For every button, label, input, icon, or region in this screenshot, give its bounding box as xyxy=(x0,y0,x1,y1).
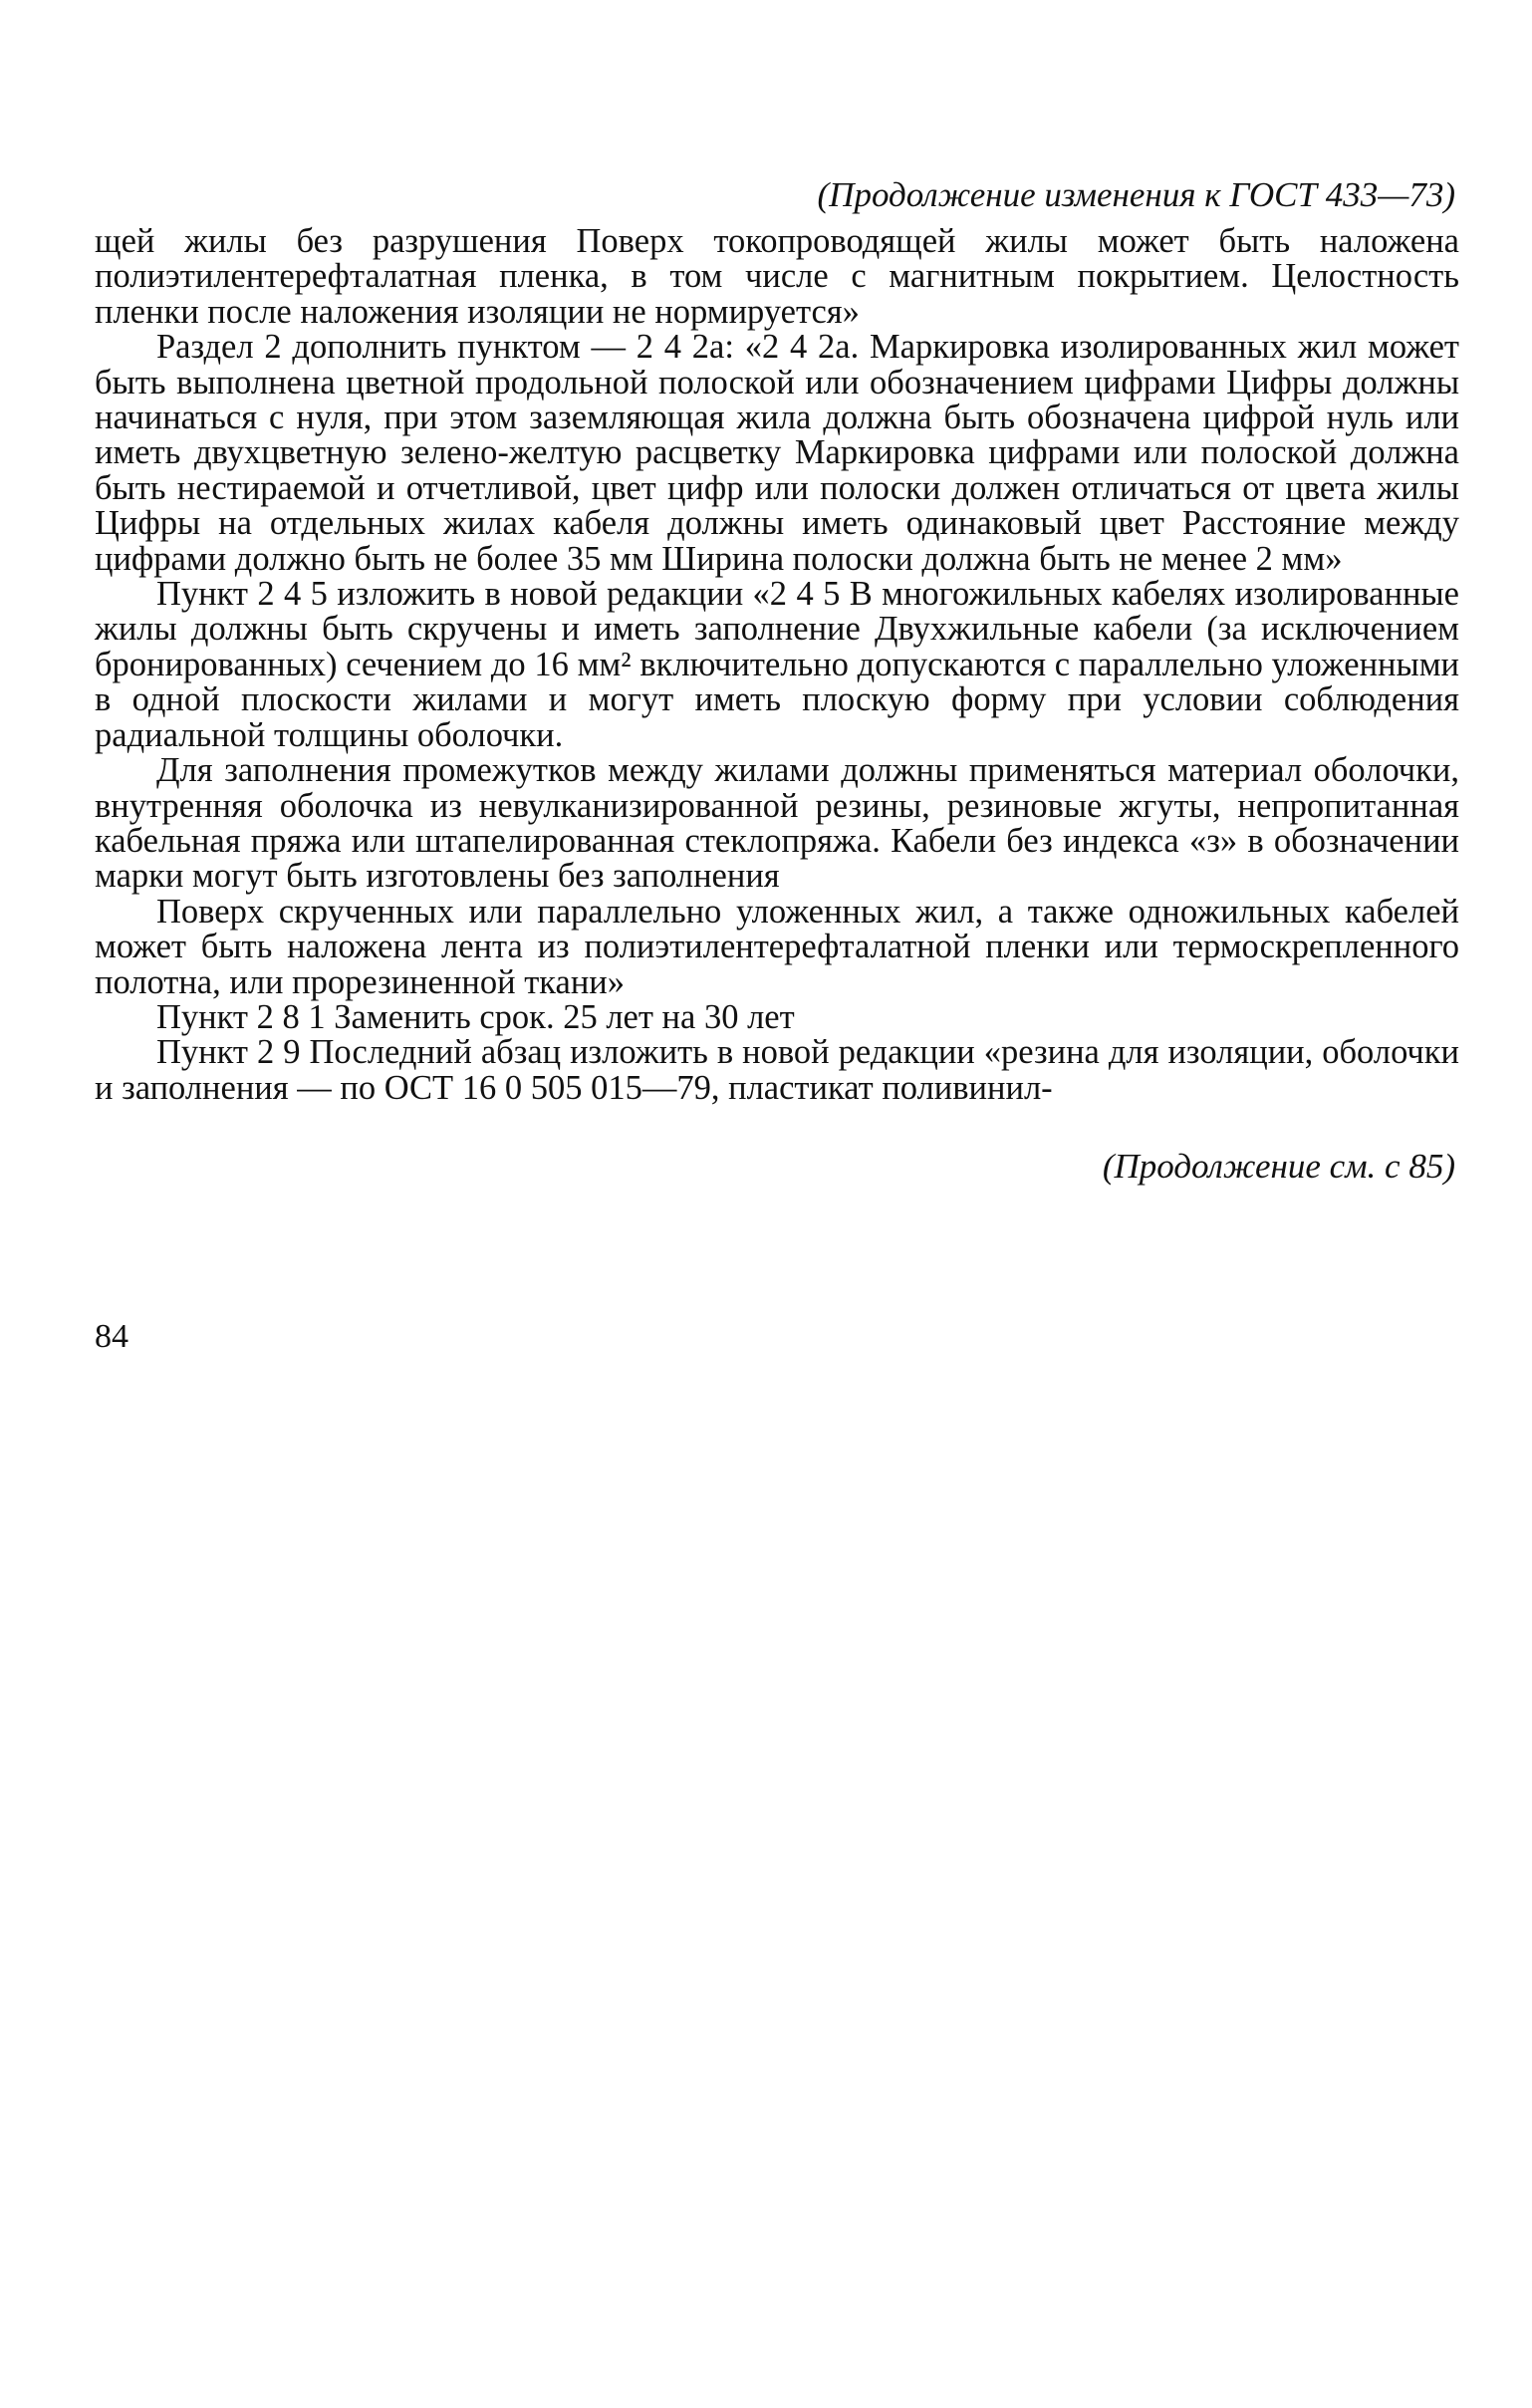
page-number: 84 xyxy=(95,1318,128,1355)
paragraph-item-2-9: Пункт 2 9 Последний абзац изложить в новой редакции «резина для изоляции, оболочки и заполнения — по ОСТ 16 0 505 015—79, пластикат поливинил- xyxy=(95,1033,1459,1107)
paragraph-filling: Для заполнения промежутков между жилами должны применяться материал оболочки, внутренняя оболочка из невулканизированной резины, резиновые жгуты, непропитанная кабельная пряжа или штапелированная стеклопряжа. Кабели без индекса «з» в обозначении марки могут быть изготовлены без заполнения xyxy=(95,751,1459,896)
continued-note: (Продолжение см. с 85) xyxy=(1102,1147,1455,1187)
body-text xyxy=(95,224,1459,1106)
paragraph-tape: Поверх скрученных или параллельно уложенных жил, а также одножильных кабелей может быть наложена лента из полиэтилентерефталатной пленки или термоскрепленного полотна, или прорезиненной ткани» xyxy=(95,892,1459,1001)
running-head: (Продолжение изменения к ГОСТ 433—73) xyxy=(817,175,1455,214)
paragraph-continuation: щей жилы без разрушения Поверх токопроводящей жилы может быть наложена полиэтилентерефталатная пленка, в том числе с магнитным покрытием. Целостность пленки после наложения изоляции не нормируется» xyxy=(95,222,1459,331)
document-page xyxy=(95,174,1459,1188)
paragraph-section-2-4-2a: Раздел 2 дополнить пунктом — 2 4 2а: «2 4 2а. Маркировка изолированных жил может быть выполнена цветной продольной полоской или обозначением цифрами Цифры должны начинаться с нуля, при этом заземляющая жила должна быть обозначена цифрой нуль или иметь двухцветную зелено-желтую расцветку Маркировка цифрами или полоской должна быть нестираемой и отчетливой, цвет цифр или полоски должен отличаться от цвета жилы Цифры на отдельных жилах кабеля должны иметь одинаковый цвет Расстояние между цифрами должно быть не более 35 мм Ширина полоски должна быть не менее 2 мм» xyxy=(95,328,1459,578)
paragraph-item-2-8-1: Пункт 2 8 1 Заменить срок. 25 лет на 30 лет xyxy=(156,997,795,1036)
paragraph-item-2-4-5: Пункт 2 4 5 изложить в новой редакции «2 4 5 В многожильных кабелях изолированные жилы должны быть скручены и иметь заполнение Двухжильные кабели (за исключением бронированных) сечением до 16 мм² включительно допускаются с параллельно уложенными в одной плоскости жилами и могут иметь плоскую форму при условии соблюдения радиальной толщины оболочки. xyxy=(95,575,1459,754)
